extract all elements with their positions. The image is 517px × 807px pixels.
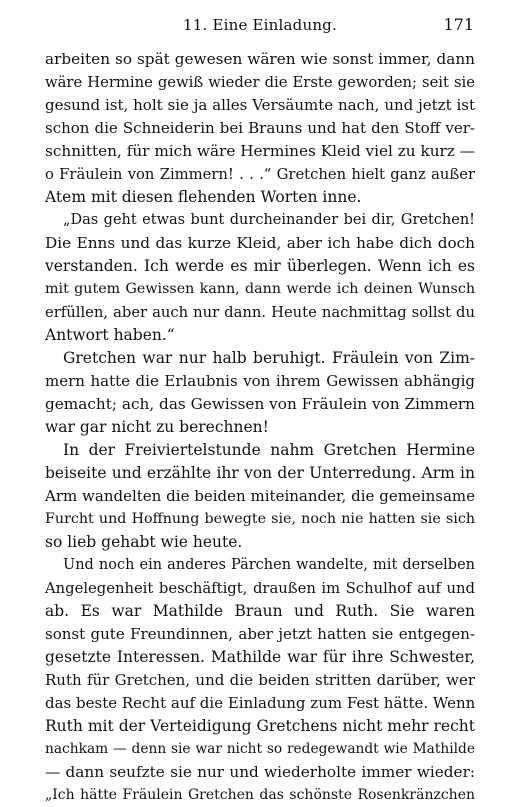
text-line: Angelegenheit beschäftigt, draußen im Schulhof auf und xyxy=(45,580,475,597)
text-line: war gar nicht zu berechnen! xyxy=(45,418,269,436)
text-line: Und noch ein anderes Pärchen wandelte, mit derselben xyxy=(63,557,475,573)
text-line: beiseite und erzählte ihr von der Unterredung. Arm in xyxy=(45,464,475,482)
text-line: verstanden. Ich werde es mir überlegen. Wenn ich es xyxy=(45,257,475,275)
text-line: Ruth mit der Verteidigung Gretchens nicht mehr recht xyxy=(45,717,475,735)
text-line: Antwort haben.“ xyxy=(45,326,175,344)
text-line: arbeiten so spät gewesen wären wie sonst immer, dann xyxy=(45,50,475,68)
text-line: Gretchen war nur halb beruhigt. Fräulein von Zim- xyxy=(63,349,475,367)
text-line: o Fräulein von Zimmern! . . .“ Gretchen hielt ganz außer xyxy=(45,166,475,183)
text-line: Furcht und Hoffnung bewegte sie, noch nie hatten sie sich xyxy=(45,511,475,527)
text-line: Ruth für Gretchen, und die beiden stritten darüber, wer xyxy=(45,671,475,689)
chapter-title: 11. Eine Einladung. xyxy=(183,16,337,34)
text-line: gesund ist, holt sie ja alles Versäumte nach, und jetzt ist xyxy=(45,96,475,114)
text-line: schnitten, für mich wäre Hermines Kleid viel zu kurz — xyxy=(45,142,475,160)
text-line: Die Enns und das kurze Kleid, aber ich habe dich doch xyxy=(45,234,475,252)
text-line: mit gutem Gewissen kann, dann werde ich deinen Wunsch xyxy=(45,281,475,297)
text-line: In der Freiviertelstunde nahm Gretchen Hermine xyxy=(63,441,475,459)
text-line: das beste Recht auf die Einladung zum Fest hätte. Wenn xyxy=(45,694,475,712)
text-line: mern hatte die Erlaubnis von ihrem Gewissen abhängig xyxy=(45,372,475,390)
text-line: wäre Hermine gewiß wieder die Erste geworden; seit sie xyxy=(45,74,475,91)
text-line: nachkam — denn sie war nicht so redegewandt wie Mathilde xyxy=(45,741,475,757)
text-line: ab. Es war Mathilde Braun und Ruth. Sie waren xyxy=(45,602,475,620)
text-line: so lieb gehabt wie heute. xyxy=(45,533,243,551)
text-line: sonst gute Freundinnen, aber jetzt hatten sie entgegen- xyxy=(45,625,475,643)
text-line: Atem mit diesen flehenden Worten inne. xyxy=(45,188,362,206)
page-number: 171 xyxy=(443,15,474,34)
text-line: gemacht; ach, das Gewissen von Fräulein von Zimmern xyxy=(45,395,475,413)
running-header xyxy=(46,14,474,36)
text-line: erfüllen, aber auch nur dann. Heute nachmittag sollst du xyxy=(45,304,475,321)
text-line: schon die Schneiderin bei Brauns und hat den Stoff ver- xyxy=(45,119,475,137)
text-line: — dann seufzte sie nur und wiederholte immer wieder: xyxy=(45,763,475,781)
text-line: „Das geht etwas bunt durcheinander bei dir, Gretchen! xyxy=(63,212,475,228)
text-line: gesetzte Interessen. Mathilde war für ihre Schwester, xyxy=(45,648,475,666)
text-line: Arm wandelten die beiden miteinander, die gemeinsame xyxy=(45,487,475,505)
text-line: „Ich hätte Fräulein Gretchen das schönste Rosenkränzchen xyxy=(45,787,475,803)
body-text xyxy=(45,48,475,807)
